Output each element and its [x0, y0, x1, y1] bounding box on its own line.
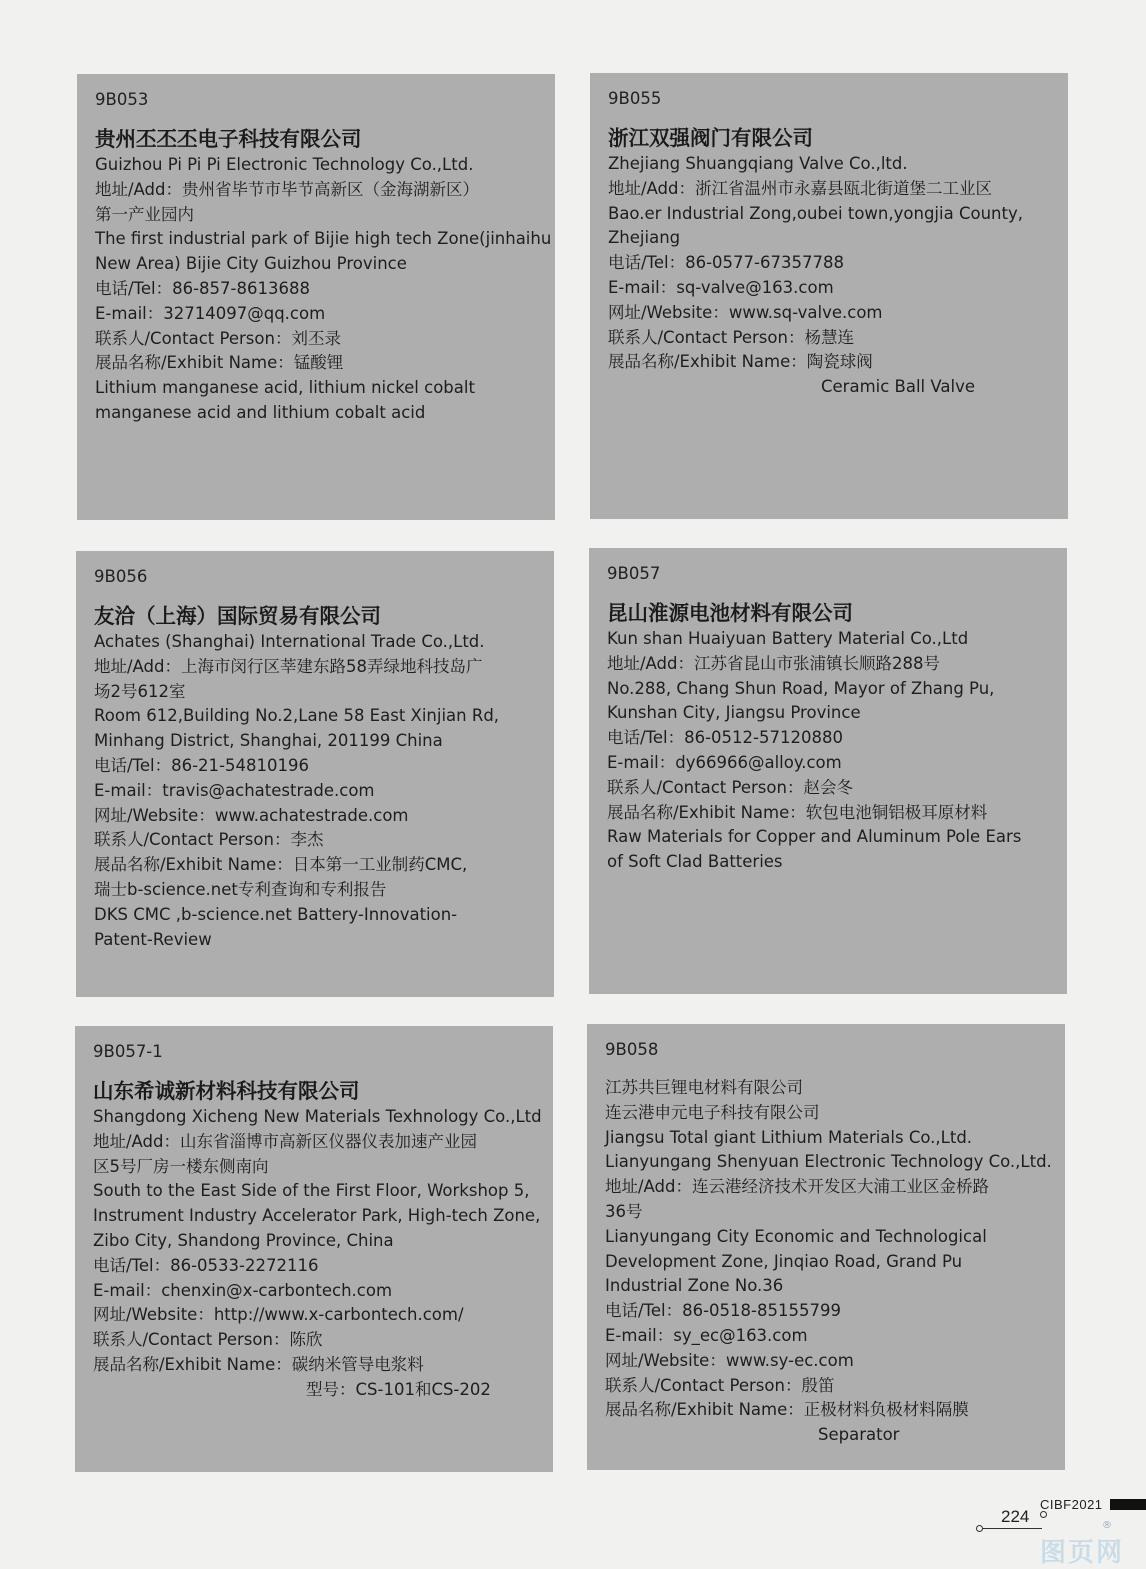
detail-line: 地址/Add：连云港经济技术开发区大浦工业区金桥路: [605, 1177, 990, 1197]
detail-line: 区5号厂房一楼东侧南向: [93, 1156, 269, 1176]
detail-line-indented: 型号：CS-101和CS-202: [306, 1379, 491, 1399]
company-name-cn: 山东希诚新材料科技有限公司: [93, 1079, 360, 1103]
booth-number: 9B057: [607, 564, 661, 583]
exhibitor-details-indented: [93, 1378, 539, 1403]
detail-line: 展品名称/Exhibit Name：碳纳米管导电浆料: [93, 1354, 424, 1374]
company-name-cn-list: [95, 126, 541, 153]
detail-line: 瑞士b-science.net专利查询和专利报告: [94, 879, 387, 899]
detail-line: 连云港申元电子科技有限公司: [605, 1102, 820, 1122]
detail-line: DKS CMC ,b-science.net Battery-Innovation-: [94, 904, 458, 924]
detail-line: 地址/Add：浙江省温州市永嘉县瓯北街道堡二工业区: [608, 178, 993, 198]
detail-line: Bao.er Industrial Zong,oubei town,yongjia County,: [608, 203, 1023, 223]
detail-line: No.288, Chang Shun Road, Mayor of Zhang Pu,: [607, 678, 995, 698]
company-name-cn-list: [93, 1078, 539, 1105]
detail-line: of Soft Clad Batteries: [607, 852, 783, 872]
detail-line: 联系人/Contact Person：杨慧连: [608, 327, 854, 347]
exhibitor-card: [75, 1026, 553, 1472]
exhibitor-details: [605, 1076, 1051, 1423]
detail-line: Raw Materials for Copper and Aluminum Pole Ears: [607, 827, 1022, 847]
exhibitor-details-indented: [605, 1423, 1051, 1448]
detail-line: 地址/Add：江苏省昆山市张浦镇长顺路288号: [607, 653, 940, 673]
company-name-cn: 友洽（上海）国际贸易有限公司: [94, 604, 381, 628]
detail-line: E-mail：chenxin@x-carbontech.com: [93, 1280, 393, 1300]
detail-line: Development Zone, Jinqiao Road, Grand Pu: [605, 1251, 963, 1271]
exhibitor-details-indented: [608, 375, 1054, 400]
detail-line: 电话/Tel：86-0512-57120880: [607, 728, 843, 748]
detail-line: 展品名称/Exhibit Name：陶瓷球阀: [608, 352, 873, 372]
footer-black-bar: [1110, 1499, 1146, 1510]
booth-number: 9B057-1: [93, 1042, 163, 1061]
exhibitor-details: [93, 1105, 542, 1378]
detail-line: Minhang District, Shanghai, 201199 China: [94, 731, 443, 751]
detail-line: Patent-Review: [94, 929, 212, 949]
booth-number: 9B056: [94, 567, 148, 586]
detail-line: 36号: [605, 1201, 643, 1221]
detail-line: 电话/Tel：86-21-54810196: [94, 755, 309, 775]
detail-line: 场2号612室: [94, 681, 186, 701]
company-name-cn: 浙江双强阀门有限公司: [608, 126, 813, 150]
detail-line: 联系人/Contact Person：刘丕录: [95, 328, 341, 348]
detail-line: 网址/Website：www.sy-ec.com: [605, 1350, 854, 1370]
detail-line: 电话/Tel：86-0518-85155799: [605, 1301, 841, 1321]
detail-line: Lianyungang Shenyuan Electronic Technology Co.,Ltd.: [605, 1152, 1052, 1172]
page-footer: [946, 1497, 1146, 1531]
page-number: 224: [1001, 1507, 1030, 1526]
footer-rule: [982, 1528, 1042, 1529]
detail-line: Industrial Zone No.36: [605, 1276, 784, 1296]
company-name-cn: 贵州丕丕丕电子科技有限公司: [95, 127, 362, 151]
detail-line-indented: Separator: [818, 1425, 900, 1445]
company-name-cn-list: [607, 600, 1053, 627]
detail-line: 江苏共巨锂电材料有限公司: [605, 1078, 803, 1097]
company-name-cn-list: [608, 125, 1054, 152]
booth-number: 9B053: [95, 90, 149, 109]
detail-line: The first industrial park of Bijie high tech Zone(jinhaihu: [95, 229, 552, 249]
detail-line: New Area) Bijie City Guizhou Province: [95, 254, 407, 274]
detail-line: Jiangsu Total giant Lithium Materials Co.,Ltd.: [605, 1127, 973, 1147]
detail-line: Kun shan Huaiyuan Battery Material Co.,Ltd: [607, 629, 969, 648]
detail-line: South to the East Side of the First Floor, Workshop 5,: [93, 1181, 530, 1201]
detail-line: 地址/Add：山东省淄博市高新区仪器仪表加速产业园: [93, 1131, 478, 1151]
detail-line: 展品名称/Exhibit Name：日本第一工业制药CMC,: [94, 855, 468, 875]
registered-mark: ®: [1102, 1520, 1112, 1531]
detail-line: Guizhou Pi Pi Pi Electronic Technology Co.,Ltd.: [95, 155, 474, 174]
detail-line: manganese acid and lithium cobalt acid: [95, 402, 426, 422]
detail-line: Lianyungang City Economic and Technological: [605, 1226, 987, 1246]
booth-number: 9B058: [605, 1040, 659, 1059]
exhibitor-card: [587, 1024, 1065, 1470]
detail-line: 联系人/Contact Person：殷笛: [605, 1375, 835, 1395]
exhibitor-card: [589, 548, 1067, 994]
detail-line: Zhejiang Shuangqiang Valve Co.,ltd.: [608, 154, 908, 173]
detail-line: 电话/Tel：86-0533-2272116: [93, 1255, 319, 1275]
detail-line: Room 612,Building No.2,Lane 58 East Xinjian Rd,: [94, 706, 500, 726]
detail-line: 联系人/Contact Person：陈欣: [93, 1330, 323, 1350]
detail-line: Achates (Shanghai) International Trade Co.,Ltd.: [94, 632, 485, 651]
detail-line: 网址/Website：http://www.x-carbontech.com/: [93, 1305, 464, 1325]
exhibitor-card: [590, 73, 1068, 519]
detail-line: 网址/Website：www.achatestrade.com: [94, 805, 409, 825]
watermark: 图页网: [1039, 1538, 1124, 1568]
exhibitor-card: [77, 74, 555, 520]
detail-line: Zhejiang: [608, 228, 681, 248]
detail-line: Zibo City, Shandong Province, China: [93, 1230, 394, 1250]
detail-line: Instrument Industry Accelerator Park, High-tech Zone,: [93, 1206, 541, 1226]
detail-line: E-mail：travis@achatestrade.com: [94, 780, 375, 800]
detail-line: Lithium manganese acid, lithium nickel cobalt: [95, 378, 475, 398]
detail-line: 电话/Tel：86-0577-67357788: [608, 253, 844, 273]
exhibitor-details: [607, 627, 1053, 875]
company-name-cn-list: [94, 603, 540, 630]
conference-label: CIBF2021: [1040, 1497, 1103, 1512]
exhibitor-card: [76, 551, 554, 997]
detail-line: 展品名称/Exhibit Name：软包电池铜铝极耳原材料: [607, 802, 988, 822]
decorative-circle-icon: [1040, 1511, 1047, 1518]
detail-line: 展品名称/Exhibit Name：锰酸锂: [95, 353, 344, 373]
booth-number: 9B055: [608, 89, 662, 108]
exhibitor-details: [94, 630, 540, 952]
detail-line: E-mail：32714097@qq.com: [95, 303, 326, 323]
exhibitor-details: [608, 152, 1054, 375]
detail-line: 联系人/Contact Person：赵会冬: [607, 777, 853, 797]
detail-line: E-mail：sy_ec@163.com: [605, 1325, 808, 1345]
detail-line: E-mail：dy66966@alloy.com: [607, 752, 842, 772]
detail-line: 展品名称/Exhibit Name：正极材料负极材料隔膜: [605, 1400, 969, 1420]
detail-line: 电话/Tel：86-857-8613688: [95, 278, 310, 298]
exhibitor-details: [95, 153, 552, 426]
detail-line: 联系人/Contact Person：李杰: [94, 830, 324, 850]
detail-line: Shangdong Xicheng New Materials Texhnology Co.,Ltd: [93, 1107, 542, 1126]
detail-line: Kunshan City, Jiangsu Province: [607, 703, 861, 723]
detail-line: 第一产业园内: [95, 204, 194, 224]
detail-line: 地址/Add：上海市闵行区莘建东路58弄绿地科技岛广: [94, 656, 483, 676]
detail-line: 网址/Website：www.sq-valve.com: [608, 302, 883, 322]
detail-line-indented: Ceramic Ball Valve: [821, 377, 976, 397]
detail-line: 地址/Add：贵州省毕节市毕节高新区（金海湖新区）: [95, 179, 480, 199]
company-name-cn: 昆山淮源电池材料有限公司: [607, 601, 853, 625]
detail-line: E-mail：sq-valve@163.com: [608, 277, 834, 297]
